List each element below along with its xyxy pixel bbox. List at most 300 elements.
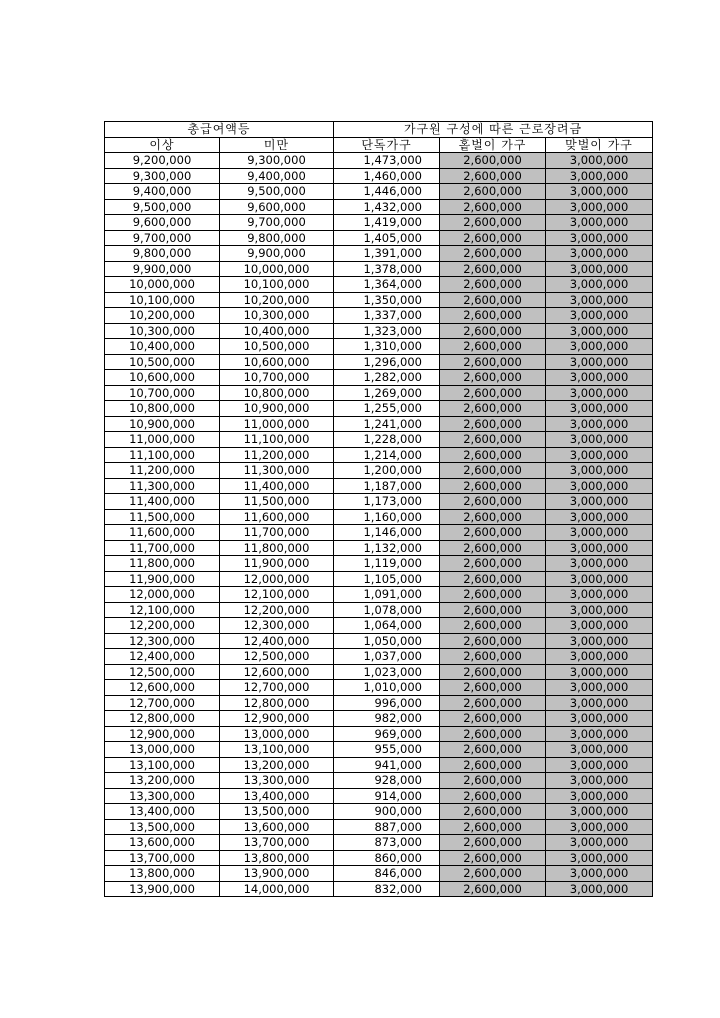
table-row <box>105 370 653 386</box>
cell-single: 982,000 <box>334 711 440 727</box>
header-col-from: 이상 <box>105 137 220 153</box>
cell-single-earner: 2,600,000 <box>440 354 546 370</box>
cell-single: 1,160,000 <box>334 509 440 525</box>
cell-to: 13,200,000 <box>220 757 334 773</box>
table-row <box>105 478 653 494</box>
cell-dual-earner: 3,000,000 <box>546 230 653 246</box>
cell-from: 9,200,000 <box>105 153 220 169</box>
cell-from: 10,000,000 <box>105 277 220 293</box>
cell-single: 1,269,000 <box>334 385 440 401</box>
cell-single: 832,000 <box>334 881 440 897</box>
cell-from: 11,400,000 <box>105 494 220 510</box>
cell-single: 1,173,000 <box>334 494 440 510</box>
cell-from: 12,000,000 <box>105 587 220 603</box>
cell-to: 13,800,000 <box>220 850 334 866</box>
cell-dual-earner: 3,000,000 <box>546 711 653 727</box>
cell-single-earner: 2,600,000 <box>440 587 546 603</box>
table-row <box>105 835 653 851</box>
cell-single-earner: 2,600,000 <box>440 447 546 463</box>
cell-from: 13,300,000 <box>105 788 220 804</box>
table-row <box>105 757 653 773</box>
cell-to: 9,900,000 <box>220 246 334 262</box>
cell-to: 13,700,000 <box>220 835 334 851</box>
table-row <box>105 432 653 448</box>
cell-single-earner: 2,600,000 <box>440 556 546 572</box>
table-row <box>105 819 653 835</box>
table-row <box>105 540 653 556</box>
cell-to: 11,800,000 <box>220 540 334 556</box>
cell-dual-earner: 3,000,000 <box>546 215 653 231</box>
cell-from: 12,200,000 <box>105 618 220 634</box>
cell-single: 1,364,000 <box>334 277 440 293</box>
cell-single: 1,037,000 <box>334 649 440 665</box>
cell-to: 10,300,000 <box>220 308 334 324</box>
cell-dual-earner: 3,000,000 <box>546 680 653 696</box>
cell-single: 1,446,000 <box>334 184 440 200</box>
table-row <box>105 416 653 432</box>
cell-from: 10,400,000 <box>105 339 220 355</box>
cell-dual-earner: 3,000,000 <box>546 432 653 448</box>
cell-dual-earner: 3,000,000 <box>546 261 653 277</box>
cell-dual-earner: 3,000,000 <box>546 850 653 866</box>
cell-single-earner: 2,600,000 <box>440 432 546 448</box>
table-row <box>105 587 653 603</box>
cell-single-earner: 2,600,000 <box>440 292 546 308</box>
cell-to: 10,400,000 <box>220 323 334 339</box>
cell-single: 1,064,000 <box>334 618 440 634</box>
cell-single-earner: 2,600,000 <box>440 819 546 835</box>
cell-from: 12,500,000 <box>105 664 220 680</box>
cell-dual-earner: 3,000,000 <box>546 199 653 215</box>
cell-single-earner: 2,600,000 <box>440 153 546 169</box>
cell-single: 1,010,000 <box>334 680 440 696</box>
cell-single-earner: 2,600,000 <box>440 525 546 541</box>
cell-from: 13,800,000 <box>105 866 220 882</box>
header-col-dual-earner: 맞벌이 가구 <box>546 137 653 153</box>
cell-single: 955,000 <box>334 742 440 758</box>
table-row <box>105 215 653 231</box>
cell-to: 9,500,000 <box>220 184 334 200</box>
cell-single: 846,000 <box>334 866 440 882</box>
table-row <box>105 292 653 308</box>
table-row <box>105 199 653 215</box>
cell-from: 10,800,000 <box>105 401 220 417</box>
cell-single: 1,091,000 <box>334 587 440 603</box>
header-col-single: 단독가구 <box>334 137 440 153</box>
cell-single: 1,187,000 <box>334 478 440 494</box>
cell-single-earner: 2,600,000 <box>440 618 546 634</box>
cell-dual-earner: 3,000,000 <box>546 525 653 541</box>
table-row <box>105 633 653 649</box>
cell-to: 11,500,000 <box>220 494 334 510</box>
cell-to: 12,500,000 <box>220 649 334 665</box>
cell-dual-earner: 3,000,000 <box>546 494 653 510</box>
cell-single-earner: 2,600,000 <box>440 463 546 479</box>
cell-to: 10,000,000 <box>220 261 334 277</box>
cell-to: 10,600,000 <box>220 354 334 370</box>
cell-single: 1,078,000 <box>334 602 440 618</box>
cell-from: 12,700,000 <box>105 695 220 711</box>
table-body <box>105 153 653 897</box>
cell-dual-earner: 3,000,000 <box>546 881 653 897</box>
cell-single-earner: 2,600,000 <box>440 850 546 866</box>
table-row <box>105 323 653 339</box>
cell-single-earner: 2,600,000 <box>440 649 546 665</box>
table-row <box>105 881 653 897</box>
cell-to: 11,000,000 <box>220 416 334 432</box>
cell-single-earner: 2,600,000 <box>440 370 546 386</box>
table-row <box>105 866 653 882</box>
table-row <box>105 246 653 262</box>
cell-from: 10,500,000 <box>105 354 220 370</box>
table-row <box>105 804 653 820</box>
cell-single: 1,419,000 <box>334 215 440 231</box>
table-row <box>105 680 653 696</box>
cell-dual-earner: 3,000,000 <box>546 385 653 401</box>
table-row <box>105 308 653 324</box>
cell-single: 1,296,000 <box>334 354 440 370</box>
cell-single-earner: 2,600,000 <box>440 835 546 851</box>
cell-dual-earner: 3,000,000 <box>546 509 653 525</box>
cell-single-earner: 2,600,000 <box>440 416 546 432</box>
cell-dual-earner: 3,000,000 <box>546 571 653 587</box>
cell-single-earner: 2,600,000 <box>440 742 546 758</box>
table-row <box>105 339 653 355</box>
cell-dual-earner: 3,000,000 <box>546 602 653 618</box>
cell-single: 1,432,000 <box>334 199 440 215</box>
cell-single: 1,378,000 <box>334 261 440 277</box>
cell-single: 1,132,000 <box>334 540 440 556</box>
cell-from: 13,700,000 <box>105 850 220 866</box>
cell-to: 10,900,000 <box>220 401 334 417</box>
header-total-salary: 총급여액등 <box>105 122 334 138</box>
cell-to: 12,100,000 <box>220 587 334 603</box>
cell-single-earner: 2,600,000 <box>440 680 546 696</box>
cell-dual-earner: 3,000,000 <box>546 308 653 324</box>
cell-from: 10,700,000 <box>105 385 220 401</box>
cell-to: 13,500,000 <box>220 804 334 820</box>
table-row <box>105 649 653 665</box>
table-row <box>105 742 653 758</box>
cell-dual-earner: 3,000,000 <box>546 835 653 851</box>
cell-single-earner: 2,600,000 <box>440 184 546 200</box>
table-row <box>105 773 653 789</box>
cell-single-earner: 2,600,000 <box>440 494 546 510</box>
table-row <box>105 664 653 680</box>
cell-single-earner: 2,600,000 <box>440 695 546 711</box>
cell-single: 1,337,000 <box>334 308 440 324</box>
cell-from: 10,200,000 <box>105 308 220 324</box>
table-row <box>105 463 653 479</box>
cell-to: 12,800,000 <box>220 695 334 711</box>
cell-dual-earner: 3,000,000 <box>546 370 653 386</box>
cell-single-earner: 2,600,000 <box>440 664 546 680</box>
cell-single: 1,460,000 <box>334 168 440 184</box>
table-row <box>105 525 653 541</box>
cell-single-earner: 2,600,000 <box>440 633 546 649</box>
cell-dual-earner: 3,000,000 <box>546 788 653 804</box>
cell-single-earner: 2,600,000 <box>440 602 546 618</box>
cell-to: 13,100,000 <box>220 742 334 758</box>
cell-single-earner: 2,600,000 <box>440 571 546 587</box>
cell-from: 10,100,000 <box>105 292 220 308</box>
table-row <box>105 447 653 463</box>
table-row <box>105 261 653 277</box>
table-row <box>105 354 653 370</box>
cell-from: 11,300,000 <box>105 478 220 494</box>
cell-dual-earner: 3,000,000 <box>546 463 653 479</box>
cell-to: 12,400,000 <box>220 633 334 649</box>
cell-single-earner: 2,600,000 <box>440 881 546 897</box>
cell-from: 11,800,000 <box>105 556 220 572</box>
cell-single: 1,310,000 <box>334 339 440 355</box>
cell-single-earner: 2,600,000 <box>440 401 546 417</box>
cell-dual-earner: 3,000,000 <box>546 416 653 432</box>
cell-from: 10,600,000 <box>105 370 220 386</box>
cell-to: 13,000,000 <box>220 726 334 742</box>
cell-from: 9,300,000 <box>105 168 220 184</box>
cell-from: 9,700,000 <box>105 230 220 246</box>
cell-from: 11,000,000 <box>105 432 220 448</box>
cell-to: 9,800,000 <box>220 230 334 246</box>
cell-from: 9,600,000 <box>105 215 220 231</box>
cell-dual-earner: 3,000,000 <box>546 649 653 665</box>
table-row <box>105 184 653 200</box>
cell-single: 1,255,000 <box>334 401 440 417</box>
cell-to: 11,400,000 <box>220 478 334 494</box>
cell-single: 1,200,000 <box>334 463 440 479</box>
cell-from: 13,000,000 <box>105 742 220 758</box>
cell-single-earner: 2,600,000 <box>440 261 546 277</box>
cell-from: 13,600,000 <box>105 835 220 851</box>
table-row <box>105 385 653 401</box>
cell-single: 1,146,000 <box>334 525 440 541</box>
table-row <box>105 401 653 417</box>
cell-to: 10,100,000 <box>220 277 334 293</box>
cell-dual-earner: 3,000,000 <box>546 292 653 308</box>
cell-single-earner: 2,600,000 <box>440 757 546 773</box>
cell-single-earner: 2,600,000 <box>440 323 546 339</box>
cell-to: 13,600,000 <box>220 819 334 835</box>
cell-dual-earner: 3,000,000 <box>546 804 653 820</box>
cell-from: 10,300,000 <box>105 323 220 339</box>
cell-dual-earner: 3,000,000 <box>546 819 653 835</box>
cell-single: 1,228,000 <box>334 432 440 448</box>
cell-single-earner: 2,600,000 <box>440 711 546 727</box>
cell-single-earner: 2,600,000 <box>440 540 546 556</box>
cell-dual-earner: 3,000,000 <box>546 587 653 603</box>
cell-single-earner: 2,600,000 <box>440 788 546 804</box>
cell-from: 11,200,000 <box>105 463 220 479</box>
cell-from: 12,800,000 <box>105 711 220 727</box>
cell-from: 9,800,000 <box>105 246 220 262</box>
table-row <box>105 618 653 634</box>
cell-from: 9,400,000 <box>105 184 220 200</box>
cell-from: 13,100,000 <box>105 757 220 773</box>
cell-to: 11,200,000 <box>220 447 334 463</box>
cell-from: 12,600,000 <box>105 680 220 696</box>
cell-dual-earner: 3,000,000 <box>546 664 653 680</box>
cell-single-earner: 2,600,000 <box>440 385 546 401</box>
table-row <box>105 230 653 246</box>
cell-dual-earner: 3,000,000 <box>546 540 653 556</box>
table-row <box>105 602 653 618</box>
cell-to: 11,100,000 <box>220 432 334 448</box>
cell-dual-earner: 3,000,000 <box>546 757 653 773</box>
cell-to: 10,500,000 <box>220 339 334 355</box>
cell-single: 996,000 <box>334 695 440 711</box>
cell-from: 13,900,000 <box>105 881 220 897</box>
cell-single: 1,391,000 <box>334 246 440 262</box>
cell-single-earner: 2,600,000 <box>440 308 546 324</box>
cell-single: 1,282,000 <box>334 370 440 386</box>
table-row <box>105 168 653 184</box>
cell-single-earner: 2,600,000 <box>440 804 546 820</box>
cell-single: 873,000 <box>334 835 440 851</box>
cell-to: 9,300,000 <box>220 153 334 169</box>
cell-single: 914,000 <box>334 788 440 804</box>
cell-to: 11,700,000 <box>220 525 334 541</box>
cell-single-earner: 2,600,000 <box>440 215 546 231</box>
cell-to: 13,900,000 <box>220 866 334 882</box>
cell-to: 10,200,000 <box>220 292 334 308</box>
cell-dual-earner: 3,000,000 <box>546 153 653 169</box>
cell-from: 9,500,000 <box>105 199 220 215</box>
table-row <box>105 277 653 293</box>
cell-from: 11,600,000 <box>105 525 220 541</box>
cell-single: 1,050,000 <box>334 633 440 649</box>
cell-to: 10,700,000 <box>220 370 334 386</box>
table-row <box>105 153 653 169</box>
cell-dual-earner: 3,000,000 <box>546 184 653 200</box>
cell-to: 9,400,000 <box>220 168 334 184</box>
cell-from: 12,900,000 <box>105 726 220 742</box>
cell-dual-earner: 3,000,000 <box>546 246 653 262</box>
cell-from: 13,200,000 <box>105 773 220 789</box>
cell-to: 13,400,000 <box>220 788 334 804</box>
cell-from: 11,700,000 <box>105 540 220 556</box>
cell-to: 13,300,000 <box>220 773 334 789</box>
cell-single-earner: 2,600,000 <box>440 339 546 355</box>
cell-to: 11,600,000 <box>220 509 334 525</box>
cell-from: 11,100,000 <box>105 447 220 463</box>
cell-to: 12,200,000 <box>220 602 334 618</box>
cell-from: 12,100,000 <box>105 602 220 618</box>
table-row <box>105 556 653 572</box>
cell-single: 1,405,000 <box>334 230 440 246</box>
cell-single: 941,000 <box>334 757 440 773</box>
cell-single: 1,214,000 <box>334 447 440 463</box>
cell-single-earner: 2,600,000 <box>440 509 546 525</box>
cell-single: 969,000 <box>334 726 440 742</box>
table-row <box>105 509 653 525</box>
table-row <box>105 726 653 742</box>
cell-from: 11,900,000 <box>105 571 220 587</box>
cell-dual-earner: 3,000,000 <box>546 695 653 711</box>
cell-dual-earner: 3,000,000 <box>546 618 653 634</box>
header-column-row <box>105 137 653 153</box>
cell-dual-earner: 3,000,000 <box>546 401 653 417</box>
table-row <box>105 494 653 510</box>
cell-dual-earner: 3,000,000 <box>546 323 653 339</box>
cell-single: 1,323,000 <box>334 323 440 339</box>
cell-dual-earner: 3,000,000 <box>546 339 653 355</box>
work-incentive-table <box>104 121 653 897</box>
cell-single-earner: 2,600,000 <box>440 199 546 215</box>
cell-to: 12,600,000 <box>220 664 334 680</box>
cell-single-earner: 2,600,000 <box>440 726 546 742</box>
cell-single: 1,350,000 <box>334 292 440 308</box>
table-header <box>105 122 653 153</box>
cell-dual-earner: 3,000,000 <box>546 726 653 742</box>
cell-single-earner: 2,600,000 <box>440 230 546 246</box>
cell-dual-earner: 3,000,000 <box>546 478 653 494</box>
header-incentive-by-household: 가구원 구성에 따른 근로장려금 <box>334 122 653 138</box>
cell-single: 1,105,000 <box>334 571 440 587</box>
cell-single-earner: 2,600,000 <box>440 168 546 184</box>
cell-from: 13,500,000 <box>105 819 220 835</box>
cell-dual-earner: 3,000,000 <box>546 633 653 649</box>
cell-from: 13,400,000 <box>105 804 220 820</box>
cell-dual-earner: 3,000,000 <box>546 447 653 463</box>
cell-single: 900,000 <box>334 804 440 820</box>
cell-single: 1,241,000 <box>334 416 440 432</box>
cell-dual-earner: 3,000,000 <box>546 742 653 758</box>
cell-from: 11,500,000 <box>105 509 220 525</box>
cell-single-earner: 2,600,000 <box>440 478 546 494</box>
cell-dual-earner: 3,000,000 <box>546 866 653 882</box>
cell-to: 9,700,000 <box>220 215 334 231</box>
cell-dual-earner: 3,000,000 <box>546 773 653 789</box>
table-row <box>105 571 653 587</box>
cell-to: 11,900,000 <box>220 556 334 572</box>
cell-dual-earner: 3,000,000 <box>546 354 653 370</box>
cell-to: 12,900,000 <box>220 711 334 727</box>
table-row <box>105 711 653 727</box>
cell-single: 1,119,000 <box>334 556 440 572</box>
cell-to: 9,600,000 <box>220 199 334 215</box>
header-group-row <box>105 122 653 138</box>
cell-to: 12,700,000 <box>220 680 334 696</box>
cell-to: 14,000,000 <box>220 881 334 897</box>
table-row <box>105 695 653 711</box>
cell-single: 1,023,000 <box>334 664 440 680</box>
cell-single: 887,000 <box>334 819 440 835</box>
cell-to: 12,300,000 <box>220 618 334 634</box>
cell-from: 9,900,000 <box>105 261 220 277</box>
cell-dual-earner: 3,000,000 <box>546 277 653 293</box>
cell-from: 10,900,000 <box>105 416 220 432</box>
cell-single-earner: 2,600,000 <box>440 277 546 293</box>
cell-to: 11,300,000 <box>220 463 334 479</box>
header-col-to: 미만 <box>220 137 334 153</box>
cell-single-earner: 2,600,000 <box>440 246 546 262</box>
cell-single-earner: 2,600,000 <box>440 773 546 789</box>
cell-single-earner: 2,600,000 <box>440 866 546 882</box>
cell-dual-earner: 3,000,000 <box>546 168 653 184</box>
cell-single: 860,000 <box>334 850 440 866</box>
cell-to: 12,000,000 <box>220 571 334 587</box>
table-row <box>105 788 653 804</box>
cell-dual-earner: 3,000,000 <box>546 556 653 572</box>
cell-to: 10,800,000 <box>220 385 334 401</box>
cell-single: 1,473,000 <box>334 153 440 169</box>
table-row <box>105 850 653 866</box>
header-col-single-earner: 홑벌이 가구 <box>440 137 546 153</box>
cell-single: 928,000 <box>334 773 440 789</box>
cell-from: 12,300,000 <box>105 633 220 649</box>
cell-from: 12,400,000 <box>105 649 220 665</box>
